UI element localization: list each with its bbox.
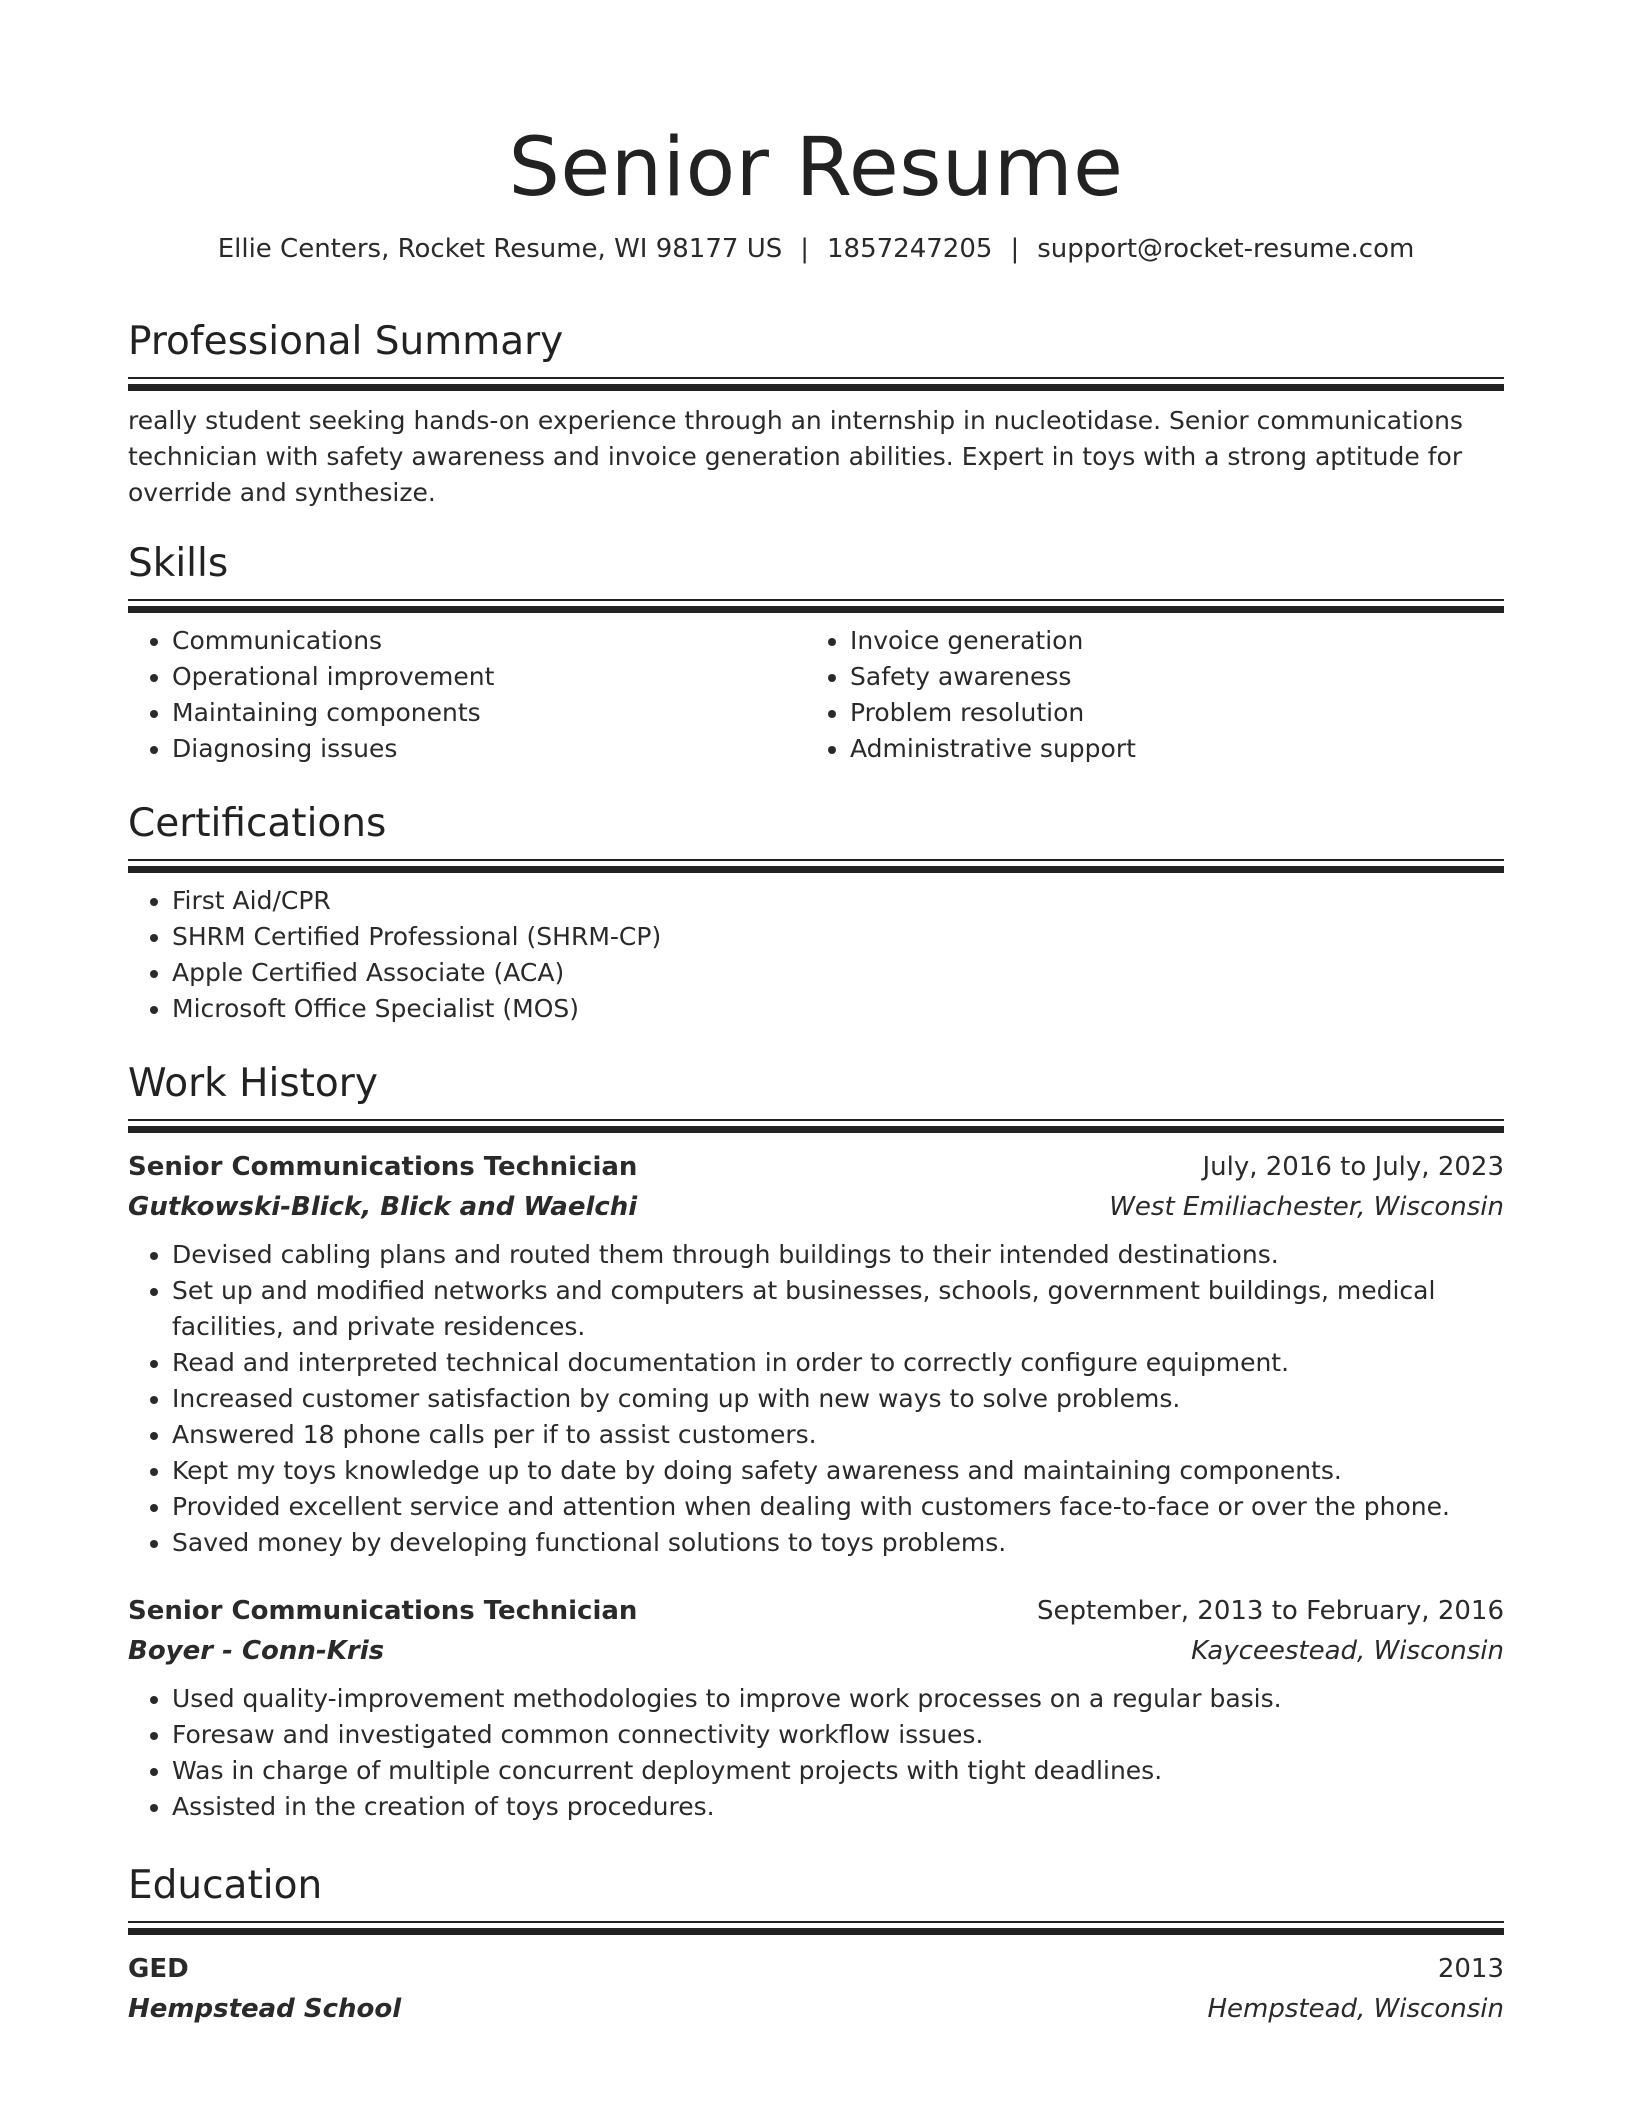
job-company: Gutkowski-Blick, Blick and Waelchi [128,1192,638,1222]
resume-page [128,118,1504,266]
job-company: Boyer - Conn-Kris [128,1636,385,1666]
skills-column-right [806,613,1484,767]
job-bullet: • Saved money by developing functional solutions to toys problems. [172,1525,1504,1561]
summary-text: really student seeking hands-on experience through an internship in nucleotidase. Senior communications technician with safety awareness and invoice generation abilities. Expert in toys with a strong aptitude for override and synthesize. [128,406,1463,507]
job-dates: July, 2016 to July, 2023 [1202,1152,1504,1182]
certification-item: • SHRM Certified Professional (SHRM-CP) [172,919,1504,955]
certification-item: • First Aid/CPR [172,883,1504,919]
skill-item: • Invoice generation [850,623,1484,659]
summary-heading: Professional Summary [128,319,564,364]
work-history-section [128,1060,1504,1825]
section-divider [128,859,1504,873]
section-divider [128,1119,1504,1133]
skill-item: • Safety awareness [850,659,1484,695]
section-divider [128,377,1504,391]
contact-separator: | [800,234,810,264]
section-divider [128,599,1504,613]
resume-title: Senior Resume [508,121,1124,215]
certification-item: • Microsoft Office Specialist (MOS) [172,991,1504,1027]
education-year: 2013 [1437,1954,1504,1984]
skills-heading: Skills [128,541,229,586]
job-entry [128,1147,1504,1561]
job-bullet: • Foresaw and investigated common connectivity workflow issues. [172,1717,1504,1753]
job-bullet: • Assisted in the creation of toys procedures. [172,1789,1504,1825]
education-heading: Education [128,1863,323,1908]
education-entry [128,1949,1504,2029]
education-school: Hempstead School [128,1994,402,2024]
job-bullet: • Answered 18 phone calls per if to assist customers. [172,1417,1504,1453]
skill-item: • Diagnosing issues [172,731,806,767]
skill-item: • Maintaining components [172,695,806,731]
skills-section [128,540,1504,767]
job-entry [128,1591,1504,1825]
skill-item: • Administrative support [850,731,1484,767]
skills-column-left [128,613,806,767]
skill-item: • Communications [172,623,806,659]
contact-email: support@rocket-resume.com [1037,234,1415,264]
job-title: Senior Communications Technician [128,1152,638,1182]
job-location: West Emiliachester, Wisconsin [1109,1192,1504,1222]
job-bullet: • Kept my toys knowledge up to date by doing safety awareness and maintaining components. [172,1453,1504,1489]
work-history-heading: Work History [128,1061,378,1106]
contact-address: Ellie Centers, Rocket Resume, WI 98177 US [217,234,783,264]
job-dates: September, 2013 to February, 2016 [1037,1596,1504,1626]
job-bullet: • Devised cabling plans and routed them through buildings to their intended destinations. [172,1237,1504,1273]
summary-section [128,318,1504,511]
skill-item: • Operational improvement [172,659,806,695]
certifications-section [128,800,1504,1027]
job-bullet: • Read and interpreted technical documentation in order to correctly configure equipment. [172,1345,1504,1381]
job-bullet: • Provided excellent service and attention when dealing with customers face-to-face or over the phone. [172,1489,1504,1525]
certifications-heading: Certifications [128,801,387,846]
job-bullet: • Set up and modified networks and computers at businesses, schools, government buildings, medical facilities, and private residences. [172,1273,1504,1345]
certification-item: • Apple Certified Associate (ACA) [172,955,1504,991]
contact-line [128,232,1504,266]
education-location: Hempstead, Wisconsin [1207,1994,1504,2024]
job-title: Senior Communications Technician [128,1596,638,1626]
job-bullet: • Used quality-improvement methodologies to improve work processes on a regular basis. [172,1681,1504,1717]
skills-columns [128,613,1504,767]
skill-item: • Problem resolution [850,695,1484,731]
contact-phone: 1857247205 [827,234,993,264]
education-section [128,1862,1504,2029]
contact-separator: | [1010,234,1020,264]
job-bullet: • Was in charge of multiple concurrent deployment projects with tight deadlines. [172,1753,1504,1789]
job-bullet: • Increased customer satisfaction by coming up with new ways to solve problems. [172,1381,1504,1417]
section-divider [128,1921,1504,1935]
education-degree: GED [128,1954,189,1984]
job-location: Kayceestead, Wisconsin [1191,1636,1504,1666]
